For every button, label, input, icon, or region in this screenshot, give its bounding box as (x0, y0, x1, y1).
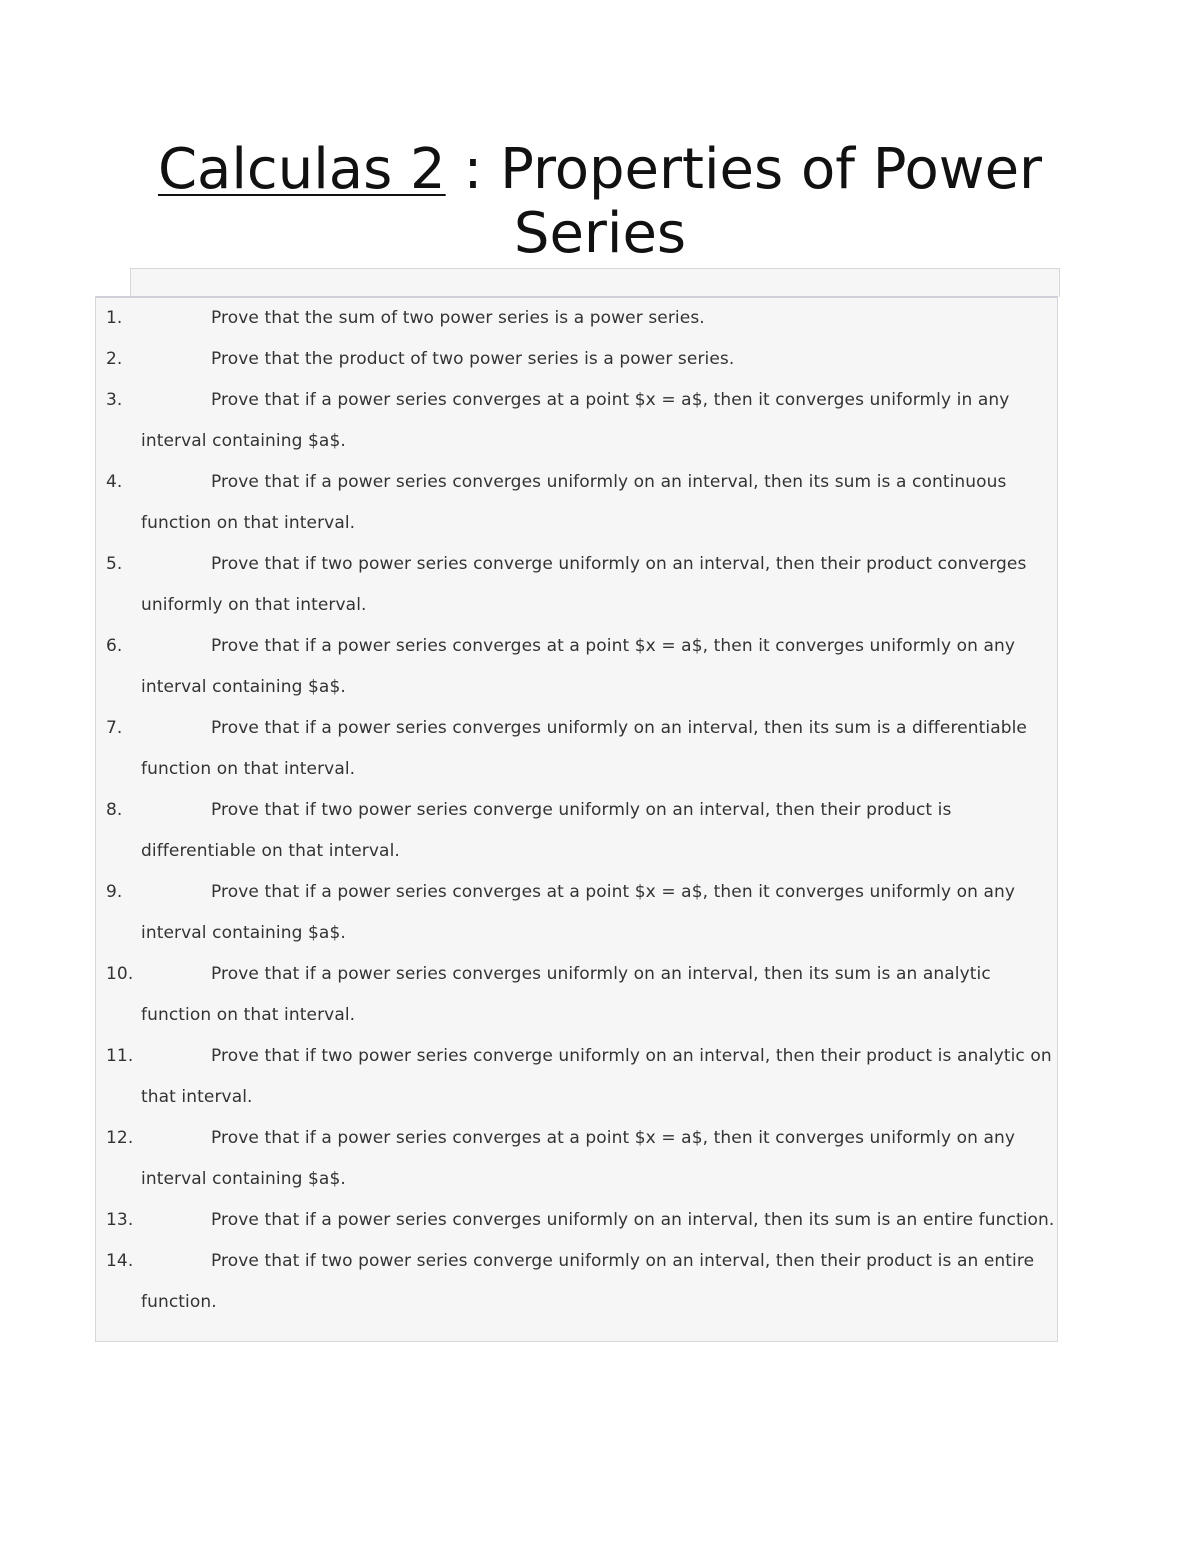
item-text: Prove that if two power series converge uniformly on an interval, then their product is analytic on that interval. (141, 1046, 1052, 1107)
item-text: Prove that if a power series converges at a point $x = a$, then it converges uniformly on any interval containing $a$. (141, 636, 1016, 697)
item-number: 6. (106, 636, 123, 656)
item-number: 12. (106, 1128, 134, 1148)
item-number: 10. (106, 964, 134, 984)
title-topic: : Properties of Power Series (445, 137, 1043, 266)
item-number: 4. (106, 472, 123, 492)
item-number: 14. (106, 1251, 134, 1271)
page-title (100, 138, 1100, 266)
item-text: Prove that if a power series converges uniformly on an interval, then its sum is a differentiable function on that interval. (141, 718, 1027, 779)
list-item (96, 626, 1057, 708)
item-text: Prove that if a power series converges at a point $x = a$, then it converges uniformly in any interval containing $a$. (141, 390, 1010, 451)
list-item (96, 1200, 1057, 1241)
item-number: 7. (106, 718, 123, 738)
item-number: 3. (106, 390, 123, 410)
list-item (96, 1118, 1057, 1200)
item-text: Prove that if two power series converge uniformly on an interval, then their product is an entire function. (141, 1251, 1035, 1312)
item-text: Prove that if a power series converges uniformly on an interval, then its sum is an entire function. (211, 1210, 1055, 1230)
item-number: 8. (106, 800, 123, 820)
item-text: Prove that the sum of two power series is a power series. (211, 308, 705, 328)
item-text: Prove that if a power series converges uniformly on an interval, then its sum is a continuous function on that interval. (141, 472, 1007, 533)
problem-list-box (95, 296, 1058, 1342)
course-name: Calculas 2 (157, 137, 446, 202)
list-item (96, 790, 1057, 872)
list-item (96, 954, 1057, 1036)
item-number: 1. (106, 308, 123, 328)
list-item (96, 1241, 1057, 1323)
item-number: 13. (106, 1210, 134, 1230)
item-text: Prove that if a power series converges at a point $x = a$, then it converges uniformly on any interval containing $a$. (141, 1128, 1016, 1189)
item-number: 2. (106, 349, 123, 369)
top-strip (130, 268, 1060, 297)
item-number: 5. (106, 554, 123, 574)
list-item (96, 708, 1057, 790)
item-text: Prove that if two power series converge uniformly on an interval, then their product is differentiable on that interval. (141, 800, 952, 861)
item-text: Prove that the product of two power series is a power series. (211, 349, 735, 369)
list-item (96, 872, 1057, 954)
item-text: Prove that if a power series converges uniformly on an interval, then its sum is an analytic function on that interval. (141, 964, 991, 1025)
item-text: Prove that if two power series converge uniformly on an interval, then their product converges uniformly on that interval. (141, 554, 1027, 615)
item-text: Prove that if a power series converges at a point $x = a$, then it converges uniformly on any interval containing $a$. (141, 882, 1016, 943)
list-item (96, 462, 1057, 544)
problem-list (96, 298, 1057, 1323)
list-item (96, 339, 1057, 380)
item-number: 11. (106, 1046, 134, 1066)
item-number: 9. (106, 882, 123, 902)
list-item (96, 544, 1057, 626)
list-item (96, 298, 1057, 339)
list-item (96, 1036, 1057, 1118)
list-item (96, 380, 1057, 462)
